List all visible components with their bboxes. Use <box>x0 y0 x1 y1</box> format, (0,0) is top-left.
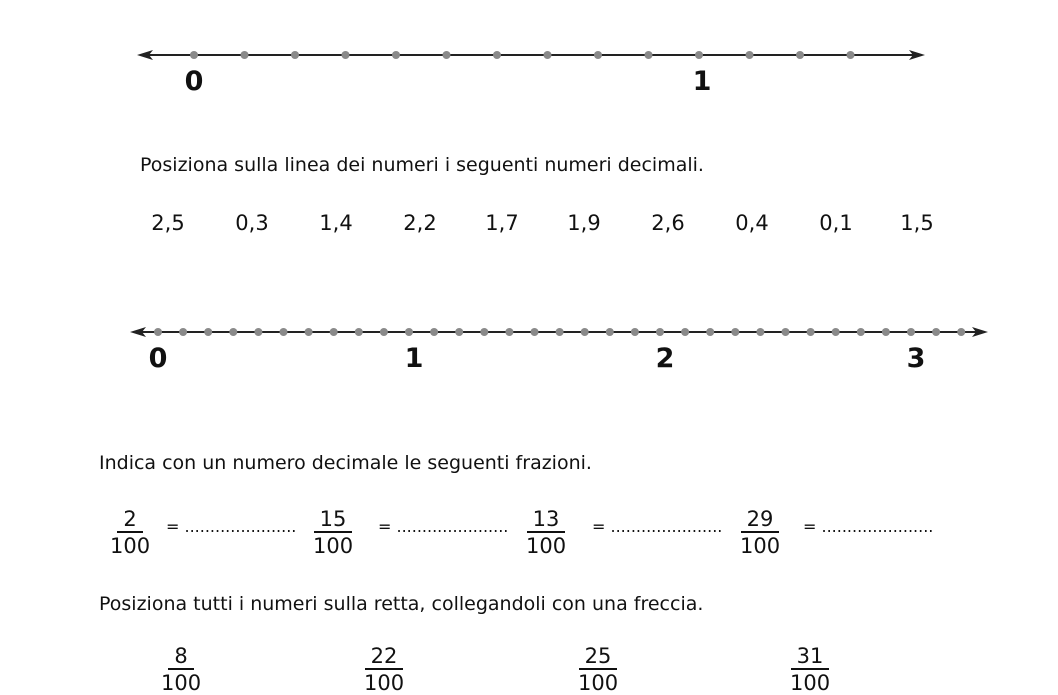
tick-mark <box>544 51 552 59</box>
number-line-2-label-1: 1 <box>404 343 424 374</box>
tick-mark <box>606 328 614 336</box>
tick-mark <box>907 328 915 336</box>
fraction-numerator: 13 <box>527 509 566 533</box>
tick-mark <box>443 51 451 59</box>
number-line-2-label-0: 0 <box>148 343 168 374</box>
tick-mark <box>594 51 602 59</box>
fraction-denominator: 100 <box>790 671 831 695</box>
tick-mark <box>645 51 653 59</box>
number-line-2 <box>0 322 1058 342</box>
fraction <box>526 509 566 557</box>
answer-blank[interactable]: = ...................... <box>378 517 509 536</box>
tick-mark <box>581 328 589 336</box>
tick-mark <box>305 328 313 336</box>
tick-mark <box>932 328 940 336</box>
answer-blank[interactable]: = ...................... <box>166 517 297 536</box>
answer-blank[interactable]: = ...................... <box>592 517 723 536</box>
fraction-denominator: 100 <box>161 671 202 695</box>
tick-mark <box>154 328 162 336</box>
fraction <box>578 646 618 694</box>
tick-mark <box>556 328 564 336</box>
tick-mark <box>405 328 413 336</box>
fraction-denominator: 100 <box>526 534 567 558</box>
tick-mark <box>505 328 513 336</box>
tick-mark <box>847 51 855 59</box>
fraction-numerator: 15 <box>314 509 353 533</box>
decimal-item: 0,3 <box>235 211 269 235</box>
fraction <box>364 646 404 694</box>
answer-blank[interactable]: = ...................... <box>803 517 934 536</box>
tick-mark <box>392 51 400 59</box>
tick-mark <box>190 51 198 59</box>
decimal-item: 1,5 <box>900 211 934 235</box>
tick-mark <box>832 328 840 336</box>
decimal-item: 1,4 <box>319 211 353 235</box>
fraction <box>740 509 780 557</box>
tick-mark <box>355 328 363 336</box>
fraction-numerator: 31 <box>791 646 830 670</box>
tick-mark <box>430 328 438 336</box>
tick-mark <box>631 328 639 336</box>
fraction <box>790 646 830 694</box>
instruction-place-on-line: Posiziona tutti i numeri sulla retta, collegandoli con una freccia. <box>99 593 704 615</box>
fraction-numerator: 25 <box>579 646 618 670</box>
fraction-numerator: 8 <box>168 646 193 670</box>
decimal-item: 0,1 <box>819 211 853 235</box>
decimal-item: 1,9 <box>567 211 601 235</box>
tick-mark <box>455 328 463 336</box>
number-line-1-label-1: 1 <box>692 66 712 97</box>
tick-mark <box>731 328 739 336</box>
tick-mark <box>756 328 764 336</box>
fraction-numerator: 2 <box>117 509 142 533</box>
fraction-denominator: 100 <box>110 534 151 558</box>
tick-mark <box>291 51 299 59</box>
tick-mark <box>493 51 501 59</box>
decimal-item: 1,7 <box>485 211 519 235</box>
tick-mark <box>179 328 187 336</box>
fraction-denominator: 100 <box>313 534 354 558</box>
tick-mark <box>807 328 815 336</box>
tick-mark <box>380 328 388 336</box>
tick-mark <box>342 51 350 59</box>
fraction-denominator: 100 <box>740 534 781 558</box>
tick-mark <box>204 328 212 336</box>
fraction-denominator: 100 <box>364 671 405 695</box>
tick-mark <box>241 51 249 59</box>
decimal-item: 2,5 <box>151 211 185 235</box>
tick-mark <box>857 328 865 336</box>
tick-mark <box>882 328 890 336</box>
tick-mark <box>706 328 714 336</box>
tick-mark <box>957 328 965 336</box>
decimal-item: 0,4 <box>735 211 769 235</box>
tick-mark <box>746 51 754 59</box>
tick-mark <box>681 328 689 336</box>
tick-mark <box>531 328 539 336</box>
decimal-item: 2,6 <box>651 211 685 235</box>
fraction-denominator: 100 <box>578 671 619 695</box>
fraction-numerator: 22 <box>365 646 404 670</box>
tick-mark <box>796 51 804 59</box>
tick-mark <box>480 328 488 336</box>
number-line-1-label-0: 0 <box>184 66 204 97</box>
tick-mark <box>254 328 262 336</box>
tick-mark <box>695 51 703 59</box>
number-line-2-label-3: 3 <box>906 343 926 374</box>
fraction <box>313 509 353 557</box>
number-line-2-label-2: 2 <box>655 343 675 374</box>
tick-mark <box>280 328 288 336</box>
fraction <box>161 646 201 694</box>
tick-mark <box>229 328 237 336</box>
number-line-1 <box>0 45 1058 65</box>
fraction-numerator: 29 <box>741 509 780 533</box>
tick-mark <box>782 328 790 336</box>
tick-mark <box>656 328 664 336</box>
tick-mark <box>330 328 338 336</box>
instruction-place-decimals: Posiziona sulla linea dei numeri i seguenti numeri decimali. <box>140 154 704 176</box>
instruction-fractions-to-decimals: Indica con un numero decimale le seguenti frazioni. <box>99 452 592 474</box>
fraction <box>110 509 150 557</box>
decimal-item: 2,2 <box>403 211 437 235</box>
